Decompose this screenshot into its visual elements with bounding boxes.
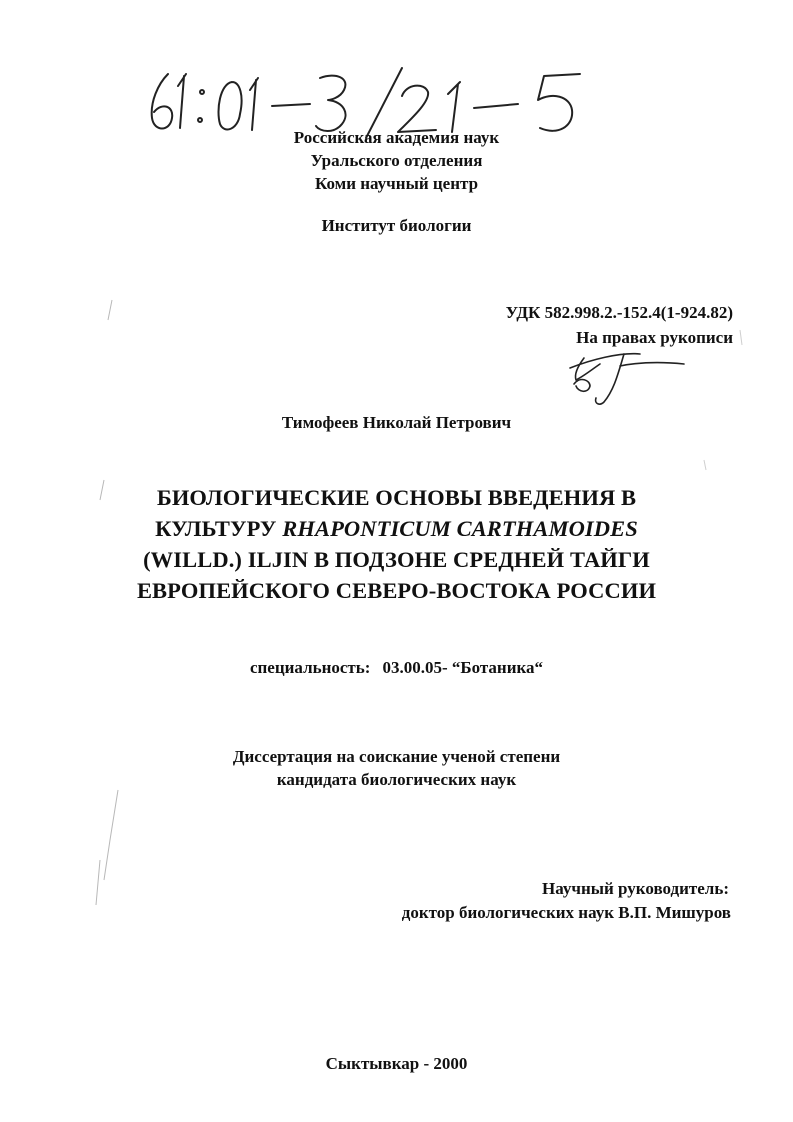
supervisor-block (402, 877, 731, 925)
dissertation-degree-block (0, 745, 793, 791)
supervisor-name: доктор биологических наук В.П. Мишуров (401, 903, 731, 922)
dissertation-title (0, 482, 793, 606)
signature-drawing (560, 340, 690, 410)
organization-line-center: Коми научный центр (314, 174, 479, 193)
manuscript-rights: На правах рукописи (576, 328, 733, 347)
title-latin-species: RHAPONTICUM CARTHAMOIDES (282, 516, 638, 541)
specialty-line (0, 658, 793, 678)
degree-line-1: Диссертация на соискание ученой степени (232, 747, 561, 766)
title-line-2 (0, 513, 793, 544)
organization-line-branch: Уральского отделения (310, 151, 483, 170)
degree-line-2: кандидата биологических наук (276, 770, 517, 789)
title-line-2-prefix: КУЛЬТУРУ (155, 516, 283, 541)
specialty-label: специальность: (249, 658, 371, 677)
signature (560, 340, 690, 410)
title-line-4: ЕВРОПЕЙСКОГО СЕВЕРО-ВОСТОКА РОССИИ (136, 578, 657, 603)
udc-code: УДК 582.998.2.-152.4(1-924.82) (505, 303, 733, 322)
specialty-value: 03.00.05- “Ботаника“ (382, 658, 544, 677)
organization-line-academy: Российская академия наук (293, 128, 500, 147)
institute-name: Институт биологии (321, 216, 472, 235)
author-name: Тимофеев Николай Петрович (281, 413, 512, 432)
organization-block (0, 126, 793, 195)
supervisor-label: Научный руководитель: (542, 879, 729, 898)
title-line-1: БИОЛОГИЧЕСКИЕ ОСНОВЫ ВВЕДЕНИЯ В (156, 485, 637, 510)
city-year: Сыктывкар - 2000 (325, 1054, 468, 1073)
title-line-3: (WILLD.) ILJIN В ПОДЗОНЕ СРЕДНЕЙ ТАЙГИ (143, 547, 650, 572)
